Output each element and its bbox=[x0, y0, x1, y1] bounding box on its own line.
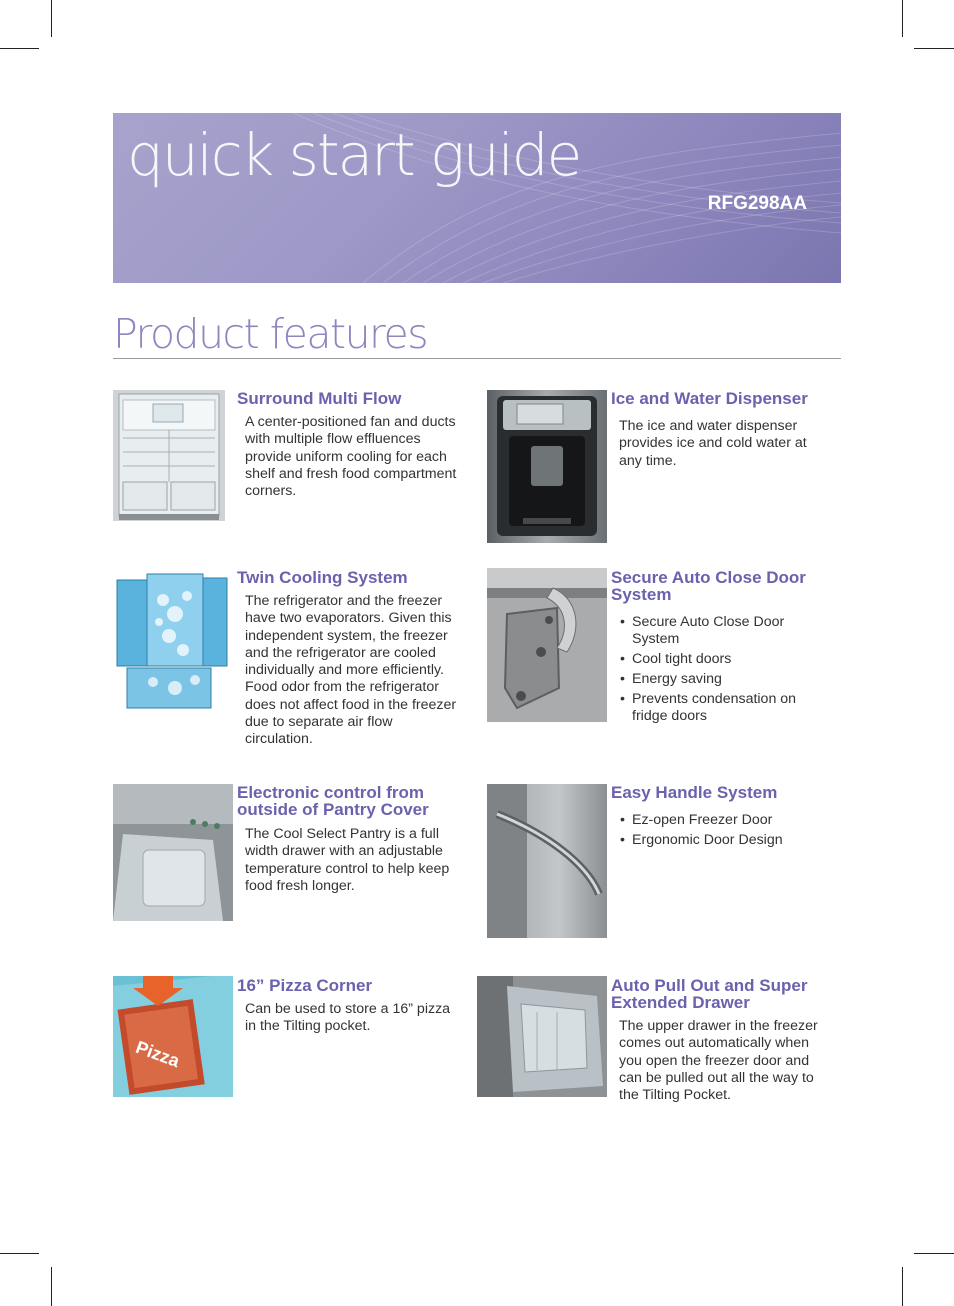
crop-mark bbox=[0, 1253, 39, 1254]
crop-mark bbox=[51, 0, 52, 37]
crop-mark bbox=[51, 1267, 52, 1306]
feature-title-pizza: 16” Pizza Corner bbox=[237, 976, 373, 995]
crop-mark bbox=[0, 48, 39, 49]
header-banner bbox=[113, 113, 841, 283]
crop-mark bbox=[914, 48, 954, 49]
pizza-corner-image bbox=[113, 976, 233, 1097]
banner-title: quick start guide bbox=[127, 121, 581, 189]
feature-desc-pizza: Can be used to store a 16” pizza in the Tilting pocket. bbox=[245, 1001, 451, 1035]
feature-title-electronic bbox=[237, 784, 429, 818]
list-item: • Secure Auto Close Door System bbox=[620, 614, 832, 649]
model-number: RFG298AA bbox=[707, 193, 807, 214]
list-item: • Prevents condensation on fridge doors bbox=[620, 691, 832, 726]
list-item: • Ez-open Freezer Door bbox=[620, 812, 832, 829]
feature-desc-twin: The refrigerator and the freezer have two evaporators. Given this independent system, the freezer and the refrigerator are cooled individually and more efficiently. Food odor from the refrigerator does not affect food in the freezer due to separate air flow circulation. bbox=[245, 593, 457, 748]
twin-cooling-image bbox=[113, 570, 231, 715]
pizza-label: Pizza bbox=[133, 1036, 183, 1072]
crop-mark bbox=[914, 1253, 954, 1254]
feature-title-electronic-line1: Electronic control from bbox=[237, 783, 425, 802]
feature-title-secure-line2: System bbox=[611, 585, 672, 604]
pantry-control-image bbox=[113, 784, 233, 921]
feature-title-drawer-line1: Auto Pull Out and Super bbox=[611, 976, 808, 995]
feature-desc-electronic: The Cool Select Pantry is a full width drawer with an adjustable temperature control to help keep food fresh longer. bbox=[245, 826, 450, 894]
feature-desc-surround: A center-positioned fan and ducts with multiple flow effluences provide uniform cooling for each shelf and fresh food compartment corners. bbox=[245, 414, 457, 500]
fridge-interior-image bbox=[113, 390, 225, 521]
feature-title-surround: Surround Multi Flow bbox=[237, 389, 402, 408]
feature-title-electronic-line2: outside of Pantry Cover bbox=[237, 800, 429, 819]
feature-title-handle: Easy Handle System bbox=[611, 783, 778, 802]
crop-mark bbox=[902, 0, 903, 37]
feature-title-secure-line1: Secure Auto Close Door bbox=[611, 568, 806, 587]
feature-desc-drawer: The upper drawer in the freezer comes out automatically when you open the freezer door and can be pulled out all the way to the Tilting Pocket. bbox=[619, 1018, 818, 1104]
door-hinge-image bbox=[487, 568, 607, 722]
crop-mark bbox=[902, 1267, 903, 1306]
list-item: • Energy saving bbox=[620, 671, 832, 688]
feature-desc-ice: The ice and water dispenser provides ice and cold water at any time. bbox=[619, 418, 807, 469]
dispenser-image bbox=[487, 390, 607, 543]
list-item: • Ergonomic Door Design bbox=[620, 832, 832, 849]
feature-title-twin: Twin Cooling System bbox=[237, 568, 408, 587]
feature-title-ice: Ice and Water Dispenser bbox=[611, 389, 808, 408]
divider bbox=[113, 358, 841, 359]
list-item: • Cool tight doors bbox=[620, 651, 832, 668]
feature-title-drawer bbox=[611, 977, 807, 1011]
feature-bullets-secure bbox=[620, 614, 832, 728]
feature-bullets-handle bbox=[620, 812, 832, 852]
feature-title-drawer-line2: Extended Drawer bbox=[611, 993, 750, 1012]
section-title: Product features bbox=[113, 310, 428, 358]
freezer-drawer-image bbox=[477, 976, 607, 1097]
feature-title-secure bbox=[611, 569, 806, 603]
door-handle-image bbox=[487, 784, 607, 938]
